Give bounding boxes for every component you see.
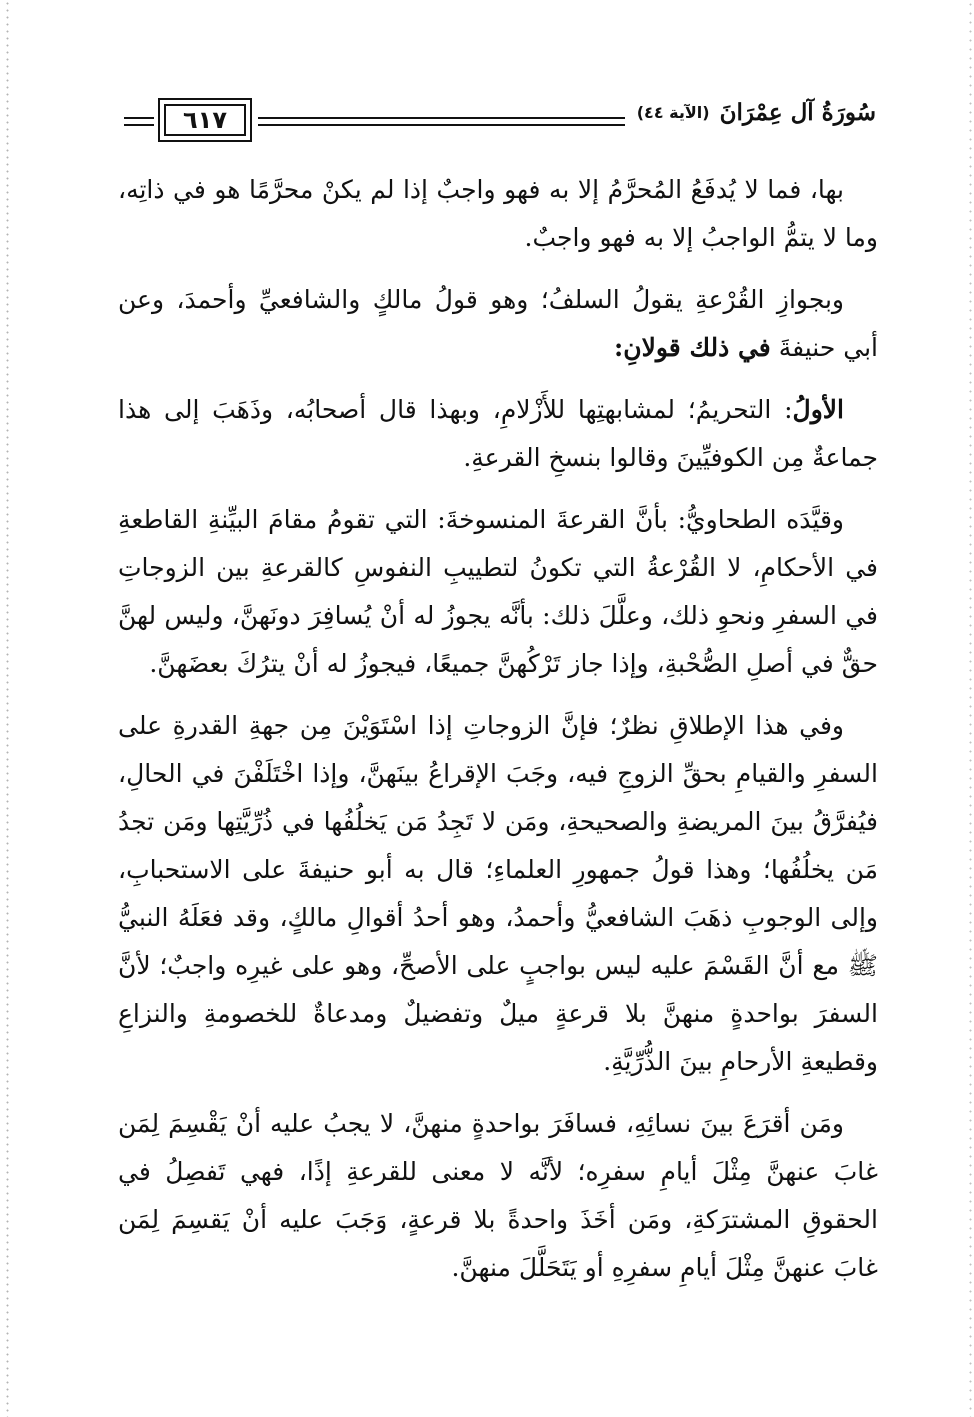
paragraph-text: بها، فما لا يُدفَعُ المُحرَّمُ إلا به فهو واجبٌ إذا لم يكنْ محرَّمًا هو في ذاتِه، وما لا يتمُّ الواجبُ إلا به فهو واجبٌ. [118, 175, 878, 252]
paragraph-text: : التحريمُ؛ لمشابهتِها للأَزْلامِ، وبهذا قال أصحابُه، وذَهَبَ إلى هذا جماعةٌ مِن الكوفيِّينَ وقالوا بنسخِ القرعةِ. [118, 395, 878, 472]
verse-reference: (الآية ٤٤) [636, 102, 710, 122]
paragraph-3 [118, 386, 878, 482]
paragraph-text: وقيَّدَه الطحاويُّ: بأنَّ القرعةَ المنسوخةَ: التي تقومُ مقامَ البيِّنةِ القاطعةِ في الأحكامِ، لا القُرْعةُ التي تكونُ لتطييبِ النفوسِ كالقرعةِ بين الزوجاتِ في السفرِ ونحوِ ذلك، وعلَّلَ ذلك: بأنَّه يجوزُ له أنْ يُسافِرَ دونَهنَّ، وليس لهنَّ حقٌّ في أصلِ الصُّحْبةِ، وإذا جاز تَرْكُهنَّ جميعًا، فيجوزُ له أنْ يترُكَ بعضَهنَّ. [118, 505, 878, 678]
surah-title: سُورَةُ آل عِمْرَانَ [719, 98, 876, 126]
page-header [124, 96, 876, 146]
paragraph-text: وبجوازِ القُرْعةِ يقولُ السلفُ؛ وهو قولُ مالكٍ والشافعيِّ وأحمدَ، وعن أبي حنيفةَ [118, 285, 878, 362]
paragraph-4 [118, 496, 878, 688]
paragraph-text: وفي هذا الإطلاقِ نظرٌ؛ فإنَّ الزوجاتِ إذا اسْتَوَيْنَ مِن جهةِ القدرةِ على السفرِ والقيامِ بحقِّ الزوجِ فيه، وجَبَ الإقراعُ بينَهنَّ، وإذا اخْتَلَفْنَ في الحالِ، فيُفرَّقُ بينَ المريضةِ والصحيحةِ، ومَن لا تَجِدُ مَن يَخلُفُها في ذُرِّيَّتِها ومَن تجدُ مَن يخلُفُها؛ وهذا قولُ جمهورِ العلماءِ؛ قال به أبو حنيفةَ على الاستحبابِ، وإلى الوجوبِ ذهَبَ الشافعيُّ وأحمدُ، وهو أحدُ أقوالِ مالكٍ، وقد فعَلَهُ النبيُّ ﷺ مع أنَّ القَسْمَ عليه ليس بواجبٍ على الأصحِّ، وهو على غيرِه واجبٌ؛ لأنَّ السفرَ بواحدةٍ منهنَّ بلا قرعةٍ ميلٌ وتفضيلٌ ومدعاةٌ للخصومةِ والنزاعِ وقطيعةِ الأرحامِ بينَ الذُّرِّيَّةِ. [118, 711, 878, 1076]
page-body [118, 166, 878, 1292]
paragraph-6 [118, 1100, 878, 1292]
paragraph-1 [118, 166, 878, 262]
paragraph-2 [118, 276, 878, 372]
scan-edge-left [6, 0, 9, 1417]
header-rule [124, 117, 154, 119]
paragraph-5 [118, 702, 878, 1086]
page-number: ٦١٧ [164, 104, 246, 136]
header-rule [124, 124, 154, 126]
paragraph-text: ومَن أقرَعَ بينَ نسائِهِ، فسافَرَ بواحدةٍ منهنَّ، لا يجبُ عليه أنْ يَقْسِمَ لِمَن غابَ عنهنَّ مِثْلَ أيامِ سفرِه؛ لأنَّه لا معنى للقرعةِ إذًا، فهي تَفصِلُ في الحقوقِ المشترَكةِ، ومَن أخَذَ واحدةً بلا قرعةٍ، وَجَبَ عليه أنْ يَقسِمَ لِمَن غابَ عنهنَّ مِثْلَ أيامِ سفرِهِ أو يَتَحَلَّلَ منهنَّ. [118, 1109, 878, 1282]
running-title [625, 96, 876, 128]
page-number-frame [158, 98, 252, 142]
bold-phrase: في ذلك قولانِ: [614, 333, 771, 362]
scan-edge-right [969, 0, 972, 1417]
bold-lead: الأولُ [792, 395, 844, 424]
